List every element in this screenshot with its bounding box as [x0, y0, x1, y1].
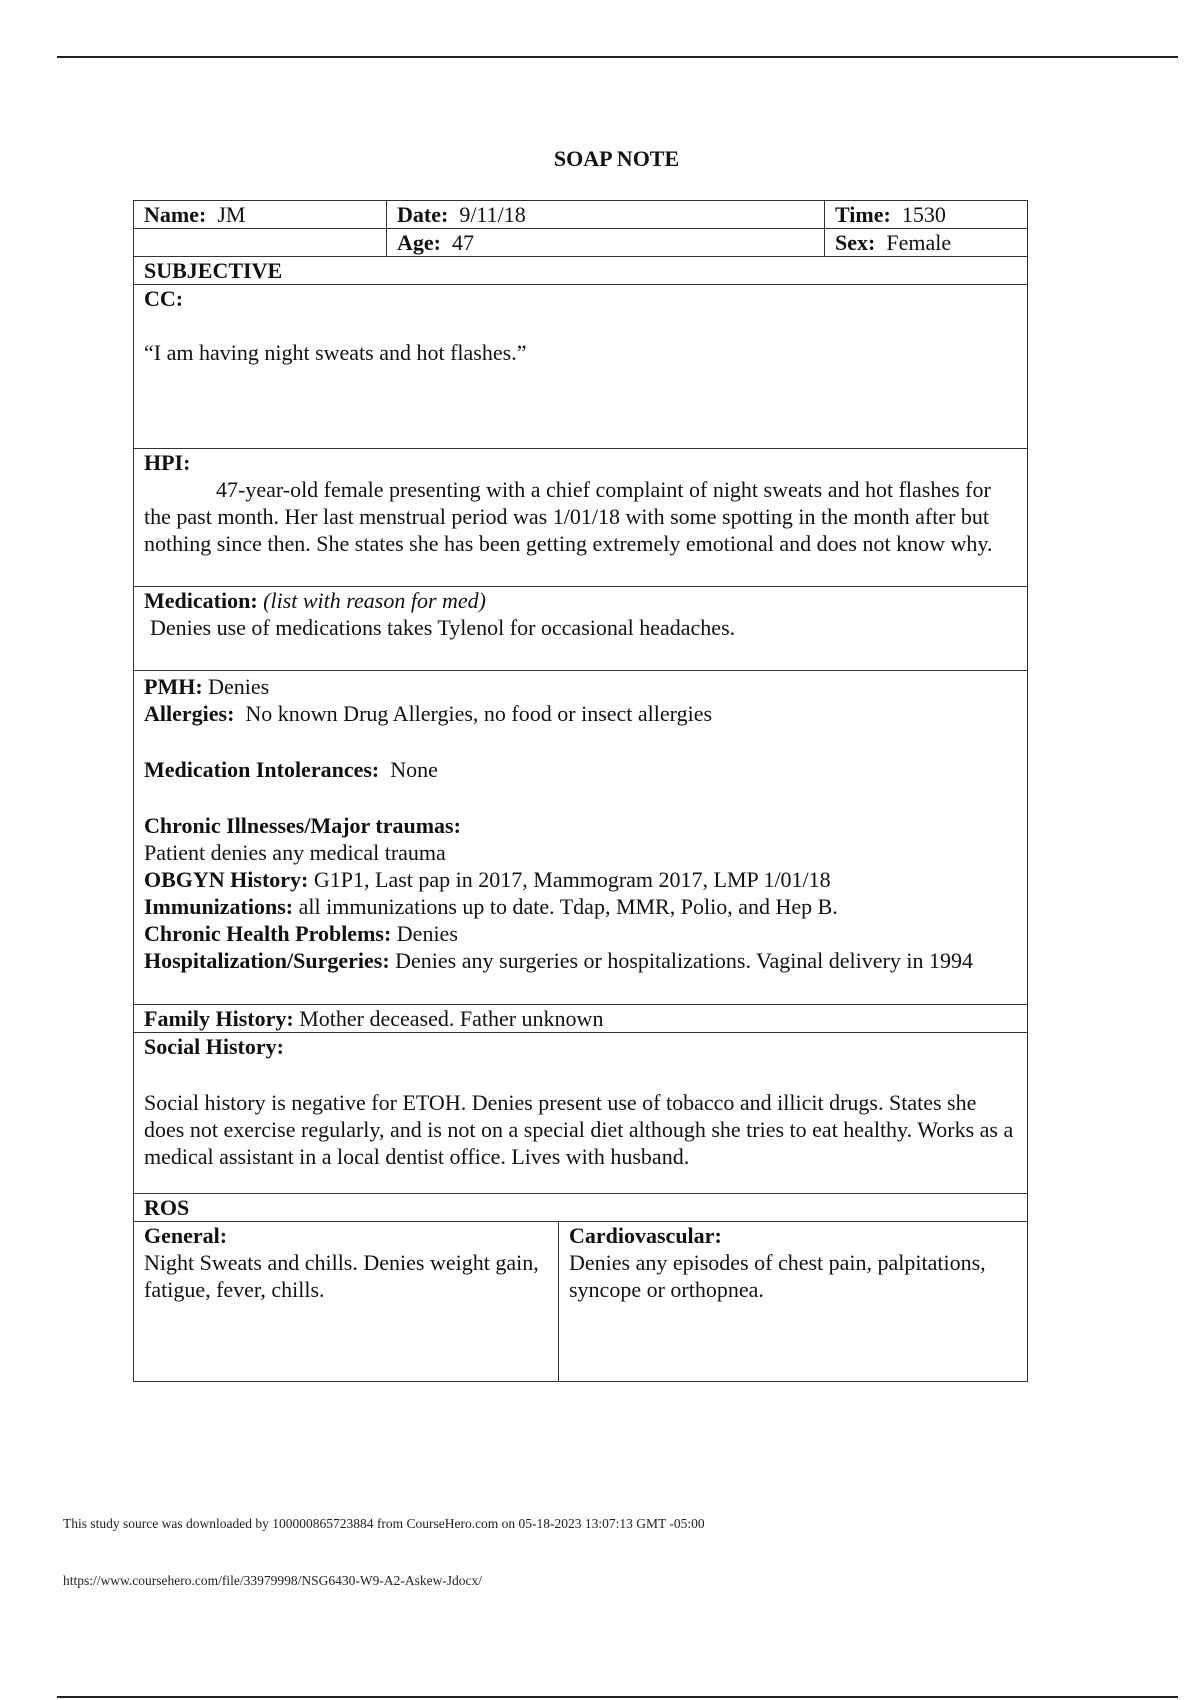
- date-cell: [387, 201, 825, 229]
- ros-cardiovascular-text: Denies any episodes of chest pain, palpitations, syncope or orthopnea.: [569, 1250, 986, 1302]
- page-title: SOAP NOTE: [553, 146, 680, 171]
- ros-heading: ROS: [134, 1194, 1028, 1222]
- name-label: Name:: [144, 202, 207, 227]
- date-value: 9/11/18: [459, 202, 526, 227]
- footer-source-url[interactable]: https://www.coursehero.com/file/33979998/NSG6430-W9-A2-Askew-Jdocx/: [63, 1573, 483, 1588]
- ros-cardiovascular: [559, 1222, 1028, 1382]
- allergies-value: No known Drug Allergies, no food or insect allergies: [245, 701, 713, 726]
- med-intolerances-label: Medication Intolerances:: [144, 757, 380, 782]
- cc-section: [134, 285, 1028, 449]
- chronic-illnesses-label: Chronic Illnesses/Major traumas:: [144, 813, 461, 838]
- family-history-value: Mother deceased. Father unknown: [299, 1006, 604, 1031]
- obgyn-value: G1P1, Last pap in 2017, Mammogram 2017, LMP 1/01/18: [313, 867, 831, 892]
- time-cell: [825, 201, 1028, 229]
- cc-label: CC:: [144, 286, 184, 311]
- header-row-1: [134, 201, 1028, 229]
- medication-text: Denies use of medications takes Tylenol for occasional headaches.: [150, 615, 736, 640]
- ros-general-text: Night Sweats and chills. Denies weight gain, fatigue, fever, chills.: [144, 1250, 539, 1302]
- social-history-text: Social history is negative for ETOH. Denies present use of tobacco and illicit drugs. States she does not exercise regularly, and is not on a special diet although she tries to eat healthy. Works as a medical assistant in a local dentist office. Lives with husband.: [144, 1090, 1014, 1169]
- pmh-value: Denies: [208, 674, 270, 699]
- footer-download-note: This study source was downloaded by 100000865723884 from CourseHero.com on 05-18-2023 13:07:13 GMT -05:00: [63, 1516, 705, 1531]
- name-cell: [134, 201, 387, 229]
- hospitalization-label: Hospitalization/Surgeries:: [144, 948, 390, 973]
- age-label: Age:: [397, 230, 441, 255]
- obgyn-label: OBGYN History:: [144, 867, 309, 892]
- immunizations-value: all immunizations up to date. Tdap, MMR, Polio, and Hep B.: [298, 894, 838, 919]
- chronic-illnesses-value: Patient denies any medical trauma: [144, 840, 446, 865]
- hpi-label: HPI:: [144, 450, 191, 475]
- family-history-label: Family History:: [144, 1006, 294, 1031]
- cc-text: “I am having night sweats and hot flashes.”: [144, 340, 527, 365]
- age-value: 47: [451, 230, 474, 255]
- time-label: Time:: [835, 202, 891, 227]
- pmh-section: [134, 671, 1028, 1005]
- chronic-health-label: Chronic Health Problems:: [144, 921, 392, 946]
- date-label: Date:: [397, 202, 449, 227]
- age-cell: [387, 229, 825, 257]
- hpi-text: 47-year-old female presenting with a chief complaint of night sweats and hot flashes for the past month. Her last menstrual period was 1/01/18 with some spotting in the month after but nothing since then. She states she has been getting extremely emotional and does not know why.: [144, 477, 993, 556]
- ros-general: [134, 1222, 559, 1382]
- chronic-health-value: Denies: [396, 921, 458, 946]
- sex-cell: [825, 229, 1028, 257]
- immunizations-label: Immunizations:: [144, 894, 294, 919]
- medication-section: [134, 587, 1028, 671]
- time-value: 1530: [901, 202, 946, 227]
- family-history-section: [134, 1005, 1028, 1033]
- medication-hint: (list with reason for med): [263, 588, 487, 613]
- bottom-rule: [57, 1696, 1178, 1698]
- social-history-section: [134, 1033, 1028, 1194]
- subjective-heading: SUBJECTIVE: [134, 257, 1028, 285]
- top-rule: [57, 56, 1178, 58]
- empty-cell: [134, 229, 387, 257]
- medication-label: Medication:: [144, 588, 258, 613]
- med-intolerances-value: None: [390, 757, 438, 782]
- ros-general-label: General:: [144, 1223, 228, 1248]
- hospitalization-value: Denies any surgeries or hospitalizations. Vaginal delivery in 1994: [395, 948, 973, 973]
- header-row-2: [134, 229, 1028, 257]
- hpi-section: [134, 449, 1028, 587]
- ros-cardiovascular-label: Cardiovascular:: [569, 1223, 722, 1248]
- soap-note-table: [133, 200, 1028, 1382]
- social-history-label: Social History:: [144, 1034, 284, 1059]
- pmh-label: PMH:: [144, 674, 203, 699]
- name-value: JM: [217, 202, 246, 227]
- sex-label: Sex:: [835, 230, 876, 255]
- sex-value: Female: [886, 230, 952, 255]
- allergies-label: Allergies:: [144, 701, 235, 726]
